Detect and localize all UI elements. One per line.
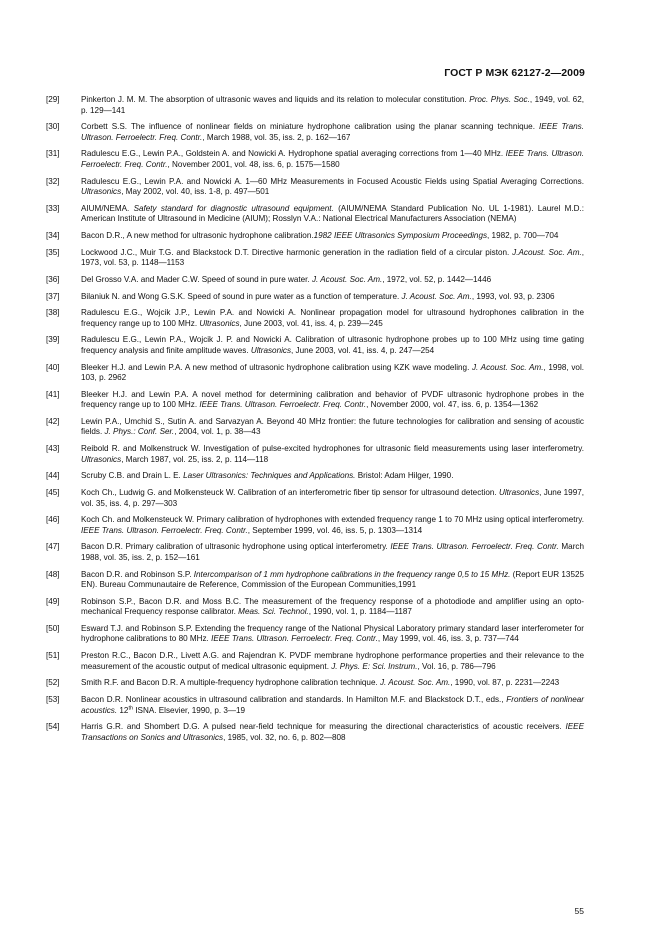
reference-number: [31] <box>46 149 60 159</box>
reference-text-fragment: Koch Ch., Ludwig G. and Molkensteuck W. Calibration of an interferometric fiber tip sensor for ultrasound detection. <box>81 488 499 497</box>
reference-text <box>81 308 584 329</box>
reference-item <box>46 231 584 242</box>
reference-item <box>46 570 584 591</box>
reference-source-title: J. Phys. E: Sci. Instrum. <box>331 661 418 671</box>
reference-source-title: IEEE Trans. Ultrason. Ferroelectr. Freq. Contr. <box>211 634 378 644</box>
reference-text-fragment: , 1998, vol. 103, p. 2962 <box>81 362 585 383</box>
reference-number: [43] <box>46 444 60 454</box>
reference-item <box>46 515 584 536</box>
reference-number: [30] <box>46 122 60 132</box>
reference-text-fragment: Bacon D.R., A new method for ultrasonic hydrophone calibration. <box>81 230 314 240</box>
reference-text <box>81 471 584 482</box>
reference-text <box>81 248 584 269</box>
reference-text-fragment: , 2004, vol. 1, p. 38—43 <box>174 427 261 437</box>
reference-source-title: Meas. Sci. Technol. <box>238 607 309 617</box>
reference-text-fragment: Lewin P.A., Umchid S., Sutin A. and Sarvazyan A. Beyond 40 MHz frontier: the future technologies for calibration and sensing of acoustic fields. <box>81 416 584 437</box>
reference-text-fragment: Harris G.R. and Shombert D.G. A pulsed near-field technique for measuring the directional characteristics of acoustic receivers. <box>81 722 566 732</box>
reference-text-fragment: , 1993, vol. 93, p. 2306 <box>471 291 555 301</box>
reference-number: [34] <box>46 230 60 240</box>
reference-number: [48] <box>46 569 60 579</box>
reference-number: [51] <box>46 651 60 661</box>
reference-source-title: Frontiers of nonlinear acoustics. <box>81 695 584 715</box>
reference-text-fragment: , May 1999, vol. 46, iss. 3, p. 737—744 <box>377 634 519 644</box>
reference-item <box>46 390 584 411</box>
reference-text-fragment: Radulescu E.G., Lewin P.A., Goldstein A. and Nowicki A. Hydrophone spatial averaging corrections from 1—40 MHz. <box>81 149 506 159</box>
reference-text-fragment: , June 2003, vol. 41, iss. 4, p. 239—245 <box>239 318 383 328</box>
reference-item <box>46 308 584 329</box>
reference-source-title: Ultrasonics <box>81 454 122 464</box>
reference-text-fragment: , 1972, vol. 52, p. 1442—1446 <box>382 274 492 284</box>
reference-text-fragment: Bacon D.R. Primary calibration of ultrasonic hydrophone using optical interferometry. <box>81 542 391 552</box>
reference-source-title: Ultrasonics <box>199 318 240 328</box>
reference-number: [32] <box>46 176 60 186</box>
reference-item <box>46 363 584 384</box>
reference-source-title: Safety standard for diagnostic ultrasound equipment. <box>133 203 334 213</box>
reference-text <box>81 292 584 303</box>
reference-number: [33] <box>46 203 60 213</box>
reference-text <box>81 417 584 438</box>
reference-number: [36] <box>46 274 60 284</box>
reference-source-title: IEEE Trans. Ultrason. Ferroelectr. Freq. Contr. <box>390 542 559 552</box>
reference-text-fragment: Bacon D.R. and Robinson S.P. <box>81 569 194 579</box>
reference-item <box>46 292 584 303</box>
reference-number: [29] <box>46 95 60 104</box>
reference-item <box>46 722 584 743</box>
reference-list <box>46 95 584 749</box>
reference-text-fragment: ISNA. Elsevier, 1990, p. 3—19 <box>133 705 246 715</box>
reference-text-fragment: , March 1988, vol. 35, iss. 2, p. 162—167 <box>202 132 351 142</box>
reference-item <box>46 417 584 438</box>
reference-number: [44] <box>46 471 60 481</box>
reference-text-fragment: , 1990, vol. 1, p. 1184—1187 <box>308 607 412 617</box>
reference-item <box>46 204 584 225</box>
reference-text <box>81 122 584 143</box>
reference-text <box>81 363 584 384</box>
reference-number: [35] <box>46 247 60 257</box>
reference-text <box>81 678 584 689</box>
reference-text-fragment: (AIUM/NEMA Standard Publication No. UL 1-1981). Laurel M.D.: American Institute of Ultrasound in Medicine (AIUM); Rosslyn V.A.: National Electrical Manufacturers Association (NEMA) <box>81 203 584 224</box>
reference-number: [37] <box>46 291 60 301</box>
page-number: 55 <box>574 906 584 916</box>
reference-item <box>46 678 584 689</box>
reference-source-title: Laser Ultrasonics: Techniques and Applications. <box>183 471 356 481</box>
reference-number: [50] <box>46 623 60 633</box>
reference-text <box>81 444 584 465</box>
reference-number: [39] <box>46 335 60 345</box>
reference-text-fragment: , Vol. 16, p. 786—796 <box>417 661 496 671</box>
reference-text-fragment: Bleeker H.J. and Lewin P.A. A new method of ultrasonic hydrophone calibration using KZK wave modeling. <box>81 362 472 372</box>
reference-text <box>81 597 584 618</box>
reference-text <box>81 335 584 356</box>
reference-source-title: J. Acoust. Soc. Am. <box>379 678 451 688</box>
reference-source-title: Ultrasonics <box>81 187 122 197</box>
reference-text <box>81 177 584 198</box>
reference-text-fragment: , 1973, vol. 53, p. 1148—1153 <box>81 247 584 268</box>
reference-text-fragment: , May 2002, vol. 40, iss. 1-8, p. 497—501 <box>121 187 270 197</box>
reference-item <box>46 335 584 356</box>
reference-text <box>81 390 584 411</box>
reference-text <box>81 570 584 591</box>
reference-text-fragment: March 1988, vol. 35, iss. 2, p. 152—161 <box>81 542 584 562</box>
reference-item <box>46 149 584 170</box>
reference-item <box>46 695 584 716</box>
reference-number: [45] <box>46 488 60 497</box>
reference-number: [49] <box>46 596 60 606</box>
reference-text-fragment: Radulescu E.G., Lewin P.A., Wojcik J. P. and Nowicki A. Calibration of ultrasonic hydrophone probes up to 100 MHz using time gating frequency analysis and finite amplitude waves. <box>81 335 584 355</box>
reference-source-title: Proc. Phys. Soc. <box>469 95 530 104</box>
reference-text <box>81 95 584 116</box>
reference-source-title: J. Acoust. Soc. Am. <box>401 291 472 301</box>
reference-source-title: IEEE Trans. Ultrason. Ferroelectr. Freq. Contr. <box>81 525 248 535</box>
reference-number: [46] <box>46 515 60 525</box>
reference-text <box>81 624 584 645</box>
reference-text-fragment: , 1985, vol. 32, no. 6, p. 802—808 <box>223 732 346 742</box>
reference-source-title: IEEE Trans. Ultrason. Ferroelectr. Freq. Contr. <box>81 149 584 169</box>
reference-source-title: IEEE Trans. Ultrason. Ferroelectr. Freq. Contr. <box>199 400 367 410</box>
reference-item <box>46 624 584 645</box>
reference-item <box>46 95 584 116</box>
reference-text <box>81 275 584 286</box>
reference-source-title: IEEE Transactions on Sonics and Ultrasonics <box>81 722 584 742</box>
reference-text <box>81 231 584 242</box>
reference-item <box>46 248 584 269</box>
reference-source-title: Ultrasonics <box>250 345 292 355</box>
reference-text-fragment: , 1982, p. 700—704 <box>487 230 559 240</box>
reference-text <box>81 542 584 563</box>
reference-text-fragment: , November 2001, vol. 48, iss. 6, p. 1575—1580 <box>167 159 340 169</box>
reference-text-fragment: , 1949, vol. 62, p. 129—141 <box>81 95 584 115</box>
reference-source-title: J. Acoust. Soc. Am. <box>311 274 383 284</box>
reference-text-fragment: Radulescu E.G., Wojcik J.P., Lewin P.A. and Nowicki A. Nonlinear propagation model for ultrasound hydrophones calibration in the frequency range up to 100 MHz. <box>81 308 584 328</box>
reference-number: [47] <box>46 542 60 552</box>
reference-text-fragment: Del Grosso V.A. and Mader C.W. Speed of sound in pure water. <box>81 274 312 284</box>
reference-source-title: Ultrasonics <box>498 488 540 497</box>
reference-item <box>46 542 584 563</box>
reference-number: [54] <box>46 722 60 732</box>
reference-item <box>46 651 584 672</box>
reference-text-fragment: , September 1999, vol. 46, iss. 5, p. 1303—1314 <box>247 525 423 535</box>
reference-text-fragment: , November 2000, vol. 47, iss. 6, p. 1354—1362 <box>366 400 539 410</box>
reference-number: [38] <box>46 308 60 318</box>
reference-number: [52] <box>46 678 60 688</box>
reference-number: [41] <box>46 389 60 399</box>
reference-text-fragment: Robinson S.P., Bacon D.R. and Moss B.C. The measurement of the frequency response of a photodiode and amplifier using an opto-mechanical Frequency response calibrator. <box>81 596 584 617</box>
reference-number: [53] <box>46 695 60 704</box>
reference-text-fragment: Reibold R. and Molkenstruck W. Investigation of pulse-excited hydrophones for ultrasonic field measurements using laser interferometry. <box>81 444 584 454</box>
reference-source-title: IEEE Trans. Ultrason. Ferroelectr. Freq. Contr. <box>81 122 584 142</box>
reference-text-fragment: (Report EUR 13525 EN). Bureau Communautaire de Reference, Commission of the European Communities,1991 <box>81 569 585 590</box>
reference-text-fragment: Pinkerton J. M. M. The absorption of ultrasonic waves and liquids and its relation to molecular constitution. <box>81 95 470 104</box>
reference-number: [40] <box>46 362 60 372</box>
reference-text-fragment: Preston R.C., Bacon D.R., Livett A.G. and Rajendran K. PVDF membrane hydrophone performance properties and their relevance to the measurement of the acoustic output of medical ultrasonic equipment. <box>81 651 584 671</box>
reference-text <box>81 149 584 170</box>
reference-text-fragment: , June 1997, vol. 35, iss. 4, p. 297—303 <box>81 488 584 508</box>
reference-source-title: J. Acoust. Soc. Am. <box>471 362 544 372</box>
reference-text-fragment: Bilaniuk N. and Wong G.S.K. Speed of sound in pure water as a function of temperature. <box>81 291 402 301</box>
reference-item <box>46 177 584 198</box>
reference-text <box>81 722 584 743</box>
reference-text-fragment: , March 1987, vol. 25, iss. 2, p. 114—118 <box>121 454 269 464</box>
reference-item <box>46 597 584 618</box>
reference-text-fragment: Bacon D.R. Nonlinear acoustics in ultrasound calibration and standards. In Hamilton M.F. and Blackstock D.T., eds., <box>81 695 507 704</box>
reference-source-title: Intercomparison of 1 mm hydrophone calibrations in the frequency range 0,5 to 15 MHz. <box>193 569 511 579</box>
reference-text <box>81 204 584 225</box>
reference-text-fragment: AIUM/NEMA. <box>81 203 134 213</box>
reference-text-fragment: Radulescu E.G., Lewin P.A. and Nowicki A. 1—60 MHz Measurements in Focused Acoustic Fields using Spatial Averaging Corrections. <box>81 176 584 186</box>
reference-text-fragment: Smith R.F. and Bacon D.R. A multiple-frequency hydrophone calibration technique. <box>81 678 380 688</box>
reference-text <box>81 651 584 672</box>
reference-text-fragment: 12 <box>117 705 129 715</box>
reference-source-title: 1982 IEEE Ultrasonics Symposium Proceedings <box>313 230 488 240</box>
reference-item <box>46 444 584 465</box>
reference-text-fragment: Bristol: Adam Hilger, 1990. <box>355 471 454 481</box>
reference-text-fragment: , June 2003, vol. 41, iss. 4, p. 247—254 <box>291 345 435 355</box>
reference-text-fragment: Esward T.J. and Robinson S.P. Extending the frequency range of the National Physical Laboratory primary standard laser interferometer for hydrophone calibrations to 80 MHz. <box>81 623 584 644</box>
reference-item <box>46 488 584 509</box>
reference-text <box>81 515 584 536</box>
standard-header: ГОСТ Р МЭК 62127-2—2009 <box>444 67 585 79</box>
reference-item <box>46 122 584 143</box>
reference-text-fragment: th <box>128 704 134 711</box>
reference-text <box>81 488 584 509</box>
reference-text-fragment: Lockwood J.C., Muir T.G. and Blackstock D.T. Directive harmonic generation in the radiation field of a circular piston. <box>81 247 513 257</box>
reference-source-title: J. Phys.: Conf. Ser. <box>104 427 175 437</box>
reference-text-fragment: Corbett S.S. The influence of nonlinear fields on miniature hydrophone calibration using the planar scanning technique. <box>81 122 539 132</box>
reference-item <box>46 275 584 286</box>
reference-text <box>81 695 584 716</box>
reference-item <box>46 471 584 482</box>
reference-number: [42] <box>46 416 60 426</box>
reference-source-title: J.Acoust. Soc. Am. <box>512 247 582 257</box>
reference-text-fragment: Koch Ch. and Molkensteuck W. Primary calibration of hydrophones with extended frequency range 1 to 70 MHz using optical interferometry. <box>81 515 584 525</box>
reference-text-fragment: Bleeker H.J. and Lewin P.A. A novel method for determining calibration and behavior of PVDF ultrasonic hydrophone probes in the frequency range up to 100 MHz. <box>81 389 584 410</box>
reference-text-fragment: , 1990, vol. 87, p. 2231—2243 <box>450 678 560 688</box>
reference-text-fragment: Scruby C.B. and Drain L. E. <box>81 471 184 481</box>
